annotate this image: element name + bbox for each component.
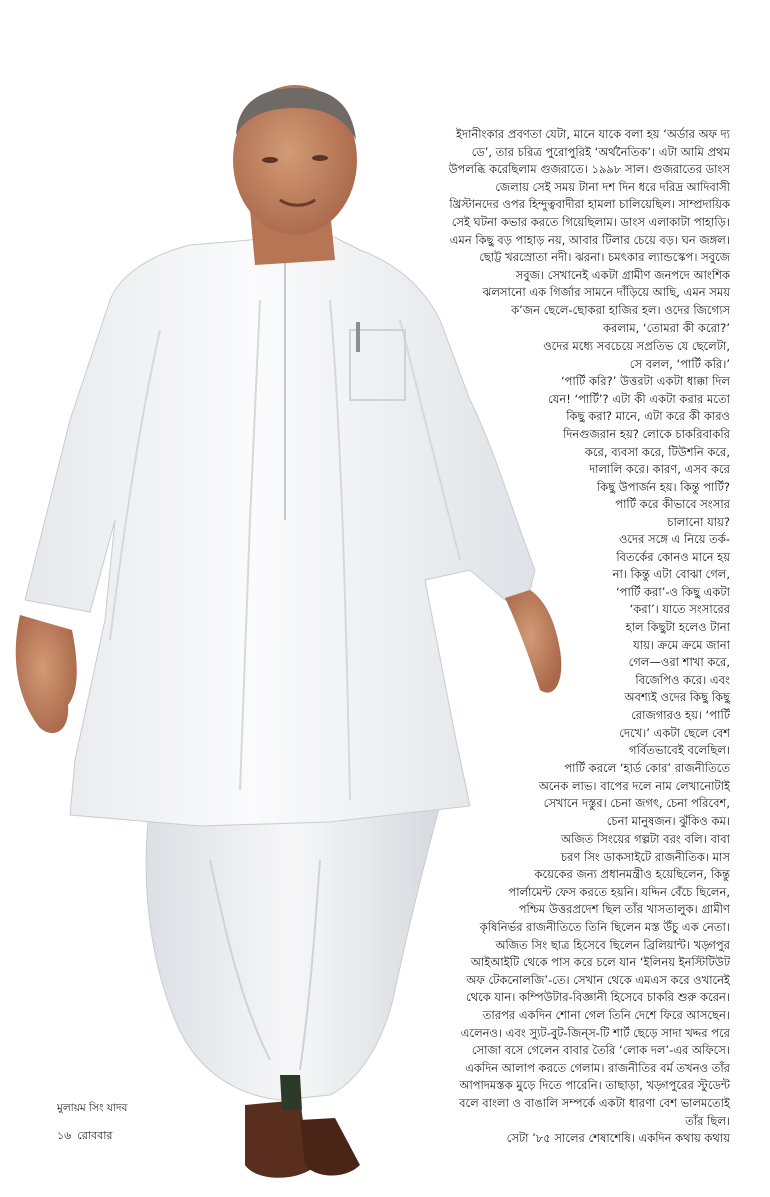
left-hand [16,615,77,733]
text-line: কিছু করা? মানে, এটা করে কী কারও [566,409,730,424]
text-line: অজিত সিং ছাত্র হিসেবে ছিলেন ব্রিলিয়ান্ট। খড়্গপুর [495,937,730,952]
text-line: সেখানে দস্তুর। চেনা জগৎ, চেনা পরিবেশ, [543,796,730,811]
text-line: আপাদমস্তক মুড়ে দিতে পারেনি। তাছাড়া, খড়্গপুরের স্টুডেন্ট [459,1078,730,1093]
text-line: দিনগুজরান হয়? লোকে চাকরিবাকরি [563,426,730,441]
text-line: এলেনও। এবং স্যুট-বুট-জিন্‌স-টি শার্ট ছেড়ে সাদা খদ্দর পরে [460,1025,730,1040]
text-line: কৃষিনির্ভর রাজনীতিতে তিনি ছিলেন মস্ত উঁচু এক নেতা। [479,919,730,934]
text-line: সেটা ’৮৫ সালের শেষাশেষি। একদিন কথায় কথায় [506,1131,730,1146]
text-line: দালালি করে। কারণ, এসব করে [589,462,730,477]
text-line: জেলায় সেই সময় টানা দশ দিন ধরে দরিদ্র আদিবাসী [495,179,730,194]
text-line: যায়। ক্রমে ক্রমে জানা [633,637,730,652]
text-line: অবশ্যই ওদের কিছু কিছু [624,690,730,705]
text-line: কিছু উপার্জন হয়। কিন্তু পার্টি? [596,479,730,494]
text-line: এমন কিছু বড় পাহাড় নয়, আবার টিলার চেয়ে বড়। ঘন জঙ্গল। [449,232,730,247]
text-line: বিতর্কের কোনও মানে হয় [616,549,730,564]
text-line: অনেক লাভ। বাপের দলে নাম লেখানোটাই [538,778,730,793]
right-shoe [300,1118,360,1176]
text-line: খ্রিস্টানদের ওপর হিন্দুত্ববাদীরা হামলা চালিয়েছিল। সাম্প্রদায়িক [449,197,730,212]
text-line: পশ্চিম উত্তরপ্রদেশ ছিল তাঁর খাসতালুক। গ্রামীণ [518,902,730,917]
text-line: করে, ব্যবসা করে, টিউশনি করে, [584,444,730,459]
magazine-name: রোববার [77,1129,113,1142]
text-line: না। কিন্তু এটা বোঝা গেল, [612,567,730,582]
article-block-1 [449,126,730,337]
text-line: ওদের সঙ্গে এ নিয়ে তর্ক- [618,532,730,546]
text-line: আইআইটি থেকে পাস করে চলে যান ‘ইলিনয় ইনস্টিটিউট [470,955,730,970]
text-line: থেকে যান। কম্পিউটার-বিজ্ঞানী হিসেবে চাকরি শুরু করেন। [466,990,730,1005]
text-line: সে বলল, ‘পার্টি করি।’ [629,356,730,371]
text-line: ছোট্ট খরস্রোতা নদী। ঝরনা। চমৎকার ল্যান্ডস্কেপ। সবুজে [479,250,730,265]
text-line: সবুজ। সেখানেই একটা গ্রামীণ জনপদে আংশিক [515,267,730,282]
text-line: পার্লামেন্ট ফেস করতে হয়নি। যদ্দিন বেঁচে ছিলেন, [508,884,730,899]
text-line: ‘পার্টি করা’-ও কিছু একটা [616,584,730,599]
text-line: অজিত সিংয়ের গল্পটা বরং বলি। বাবা [561,832,730,846]
text-line: সোজা বসে গেলেন বাবার তৈরি ‘লোক দল’-এর অফিসে। [471,1043,730,1058]
right-hand [505,590,561,693]
text-line: চেনা মানুষজন। ঝুঁকিও কম। [606,813,730,828]
text-line: ডে’, তার চরিত্র পুরোপুরিই ‘অর্থনৈতিক’। এটা আমি প্রথম [471,144,730,159]
text-line: উপলব্ধি করেছিলাম গুজরাতে। ১৯৯৮ সাল। গুজরাতের ডাংস [448,162,730,177]
photo-caption: মুলায়ম সিং যাদব [57,1102,128,1114]
left-shoe [245,1100,310,1178]
article-block-5 [459,831,730,1148]
text-line: চরণ সিং ডাকসাইটে রাজনীতিক। মাস [560,849,730,864]
text-line: কয়েকের জন্য প্রধানমন্ত্রীও হয়েছিলেন, কিন্তু [534,867,730,882]
text-line: দেখে।’ একটা ছেলে বেশ [619,725,730,740]
text-line: হাল কিছুটা হলেও টানা [625,619,730,634]
text-line: তাঁর ছিল। [685,1113,730,1128]
text-line: বিজেপিও করে। এবং [635,672,730,687]
text-line: ঝলসানো এক গির্জার সামনে দাঁড়িয়ে আছি, এমন সময় [482,285,730,300]
text-line: অফ টেকনোলজি’-তে। সেখান থেকে এমএস করে ওখানেই [466,972,730,987]
text-line: রোজগারও হয়। ‘পার্টি [631,707,730,722]
text-line: যেন! ‘পার্টি’? এটা কী একটা করার মতো [548,391,730,406]
text-line: ‘পার্টি করি?’ উত্তরটা একটা ধাক্কা দিল [560,374,730,389]
dhoti-lower [146,805,440,1100]
text-line: তারপর একদিন শোনা গেল তিনি দেশে ফিরে আসছেন। [482,1007,730,1022]
text-line: ‘করা’। যাতে সংসারের [629,602,730,617]
article-block-4 [539,760,730,830]
page-number: ১৬ [57,1129,72,1142]
page-footer [57,1127,113,1146]
text-line: গর্বিতভাবেই বলেছিল। [629,743,730,758]
text-line: ওদের মধ্যে সবচেয়ে সপ্রতিভ যে ছেলেটা, [543,339,730,353]
text-line: ক’জন ছেলে-ছোকরা হাজির হল। ওদের জিগ্যেস [511,302,730,317]
text-line: পার্টি করে কীভাবে সংসার [615,497,730,512]
text-line: করলাম, ‘তোমরা কী করো?’ [602,320,730,335]
text-line: ইদানীংকার প্রবণতা যেটা, মানে যাকে বলা হয় ‘অর্ডার অফ দ্য [456,127,730,141]
article-block-3 [613,531,730,760]
text-line: গেল—ওরা শাখা করে, [628,655,730,670]
text-line: বলে বাংলা ও বাঙালি সম্পর্কে একটা ধারণা বেশ ভালমতোই [459,1095,730,1110]
text-line: সেই ঘটনা কভার করতে গিয়েছিলাম। ডাংস এলাকাটা পাহাড়ি। [451,214,730,229]
article-block-2 [543,338,730,532]
text-line: পার্টি করলে ‘হার্ড কোর’ রাজনীতিতে [564,761,730,775]
text-line: চালানো যায়? [667,514,730,529]
text-line: একদিন আলাপ করতে গেলাম। রাজনীতির বর্ম তখনও তাঁর [465,1060,730,1075]
